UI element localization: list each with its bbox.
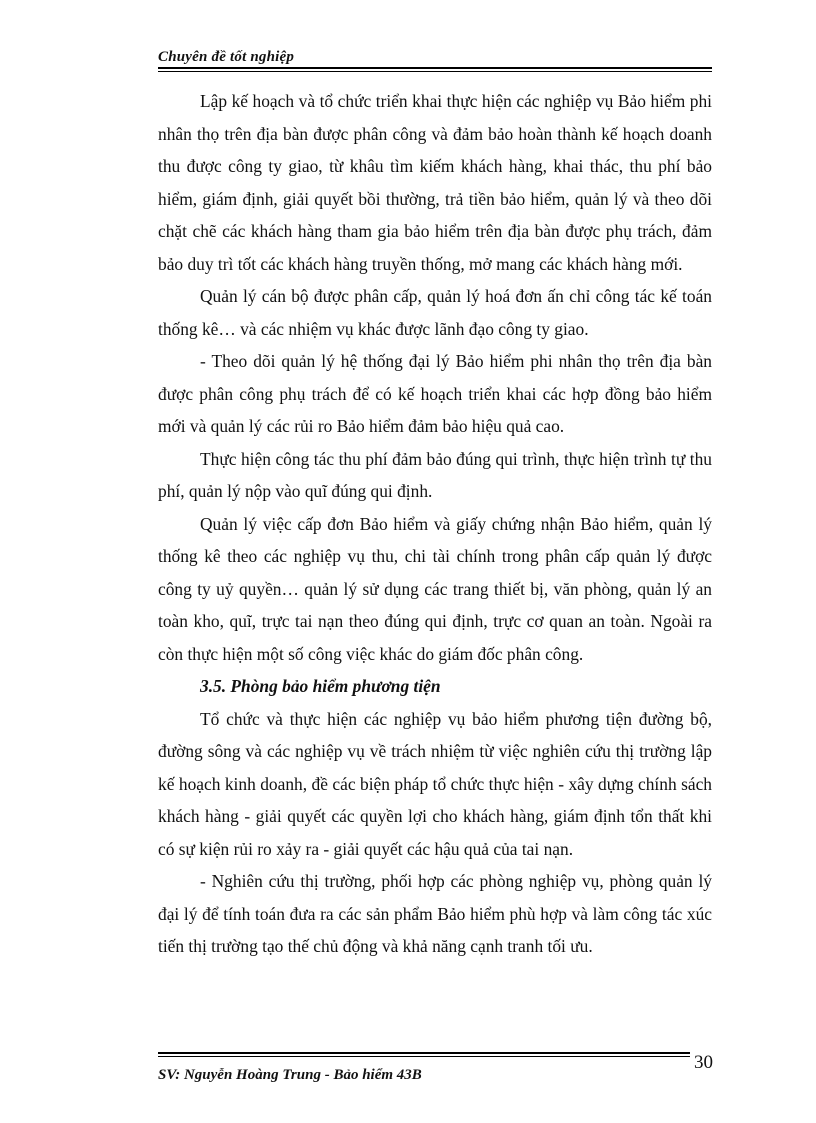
paragraph-3: - Theo dõi quản lý hệ thống đại lý Bảo hiểm phi nhân thọ trên địa bàn được phân công phụ trách để có kế hoạch triển khai các hợp đồng bảo hiểm mới và quản lý các rủi ro Bảo hiểm đảm bảo hiệu quả cao. bbox=[158, 351, 712, 436]
header-title: Chuyên đề tốt nghiệp bbox=[158, 49, 295, 65]
paragraph-5: Quản lý việc cấp đơn Bảo hiểm và giấy chứng nhận Bảo hiểm, quản lý thống kê theo các nghiệp vụ thu, chi tài chính trong phân cấp quản lý được công ty uỷ quyền… quản lý sử dụng các trang thiết bị, văn phòng, quản lý an toàn kho, quĩ, trực tai nạn theo đúng qui định, trực cơ quan an toàn. Ngoài ra còn thực hiện một số công việc khác do giám đốc phân công. bbox=[158, 513, 712, 664]
footer-author: SV: Nguyễn Hoàng Trung - Bảo hiểm 43B bbox=[158, 1067, 422, 1083]
page-number: 30 bbox=[694, 1052, 713, 1073]
paragraph-6: Tổ chức và thực hiện các nghiệp vụ bảo hiểm phương tiện đường bộ, đường sông và các nghiệp vụ về trách nhiệm từ việc nghiên cứu thị trường lập kế hoạch kinh doanh, đề các biện pháp tổ chức thực hiện - xây dựng chính sách khách hàng - giải quyết các quyền lợi cho khách hàng, giám định tổn thất khi có sự kiện rủi ro xảy ra - giải quyết các hậu quả của tai nạn. bbox=[158, 708, 712, 859]
paragraph-4: Thực hiện công tác thu phí đảm bảo đúng qui trình, thực hiện trình tự thu phí, quản lý nộp vào quĩ đúng qui định. bbox=[158, 448, 712, 501]
paragraph-7: - Nghiên cứu thị trường, phối hợp các phòng nghiệp vụ, phòng quản lý đại lý để tính toán đưa ra các sản phẩm Bảo hiểm phù hợp và làm công tác xúc tiến thị trường tạo thế chủ động và khả năng cạnh tranh tối ưu. bbox=[158, 871, 712, 956]
header-rule-thin bbox=[158, 71, 712, 72]
footer-rule bbox=[158, 1052, 690, 1054]
paragraph-1: Lập kế hoạch và tổ chức triển khai thực hiện các nghiệp vụ Bảo hiểm phi nhân thọ trên địa bàn được phân công và đảm bảo hoàn thành kế hoạch doanh thu được công ty giao, từ khâu tìm kiếm khách hàng, khai thác, thu phí bảo hiểm, giám định, giải quyết bồi thường, trả tiền bảo hiểm, quản lý và theo dõi chặt chẽ các khách hàng tham gia bảo hiểm trên địa bàn được phụ trách, đảm bảo duy trì tốt các khách hàng truyền thống, mở mang các khách hàng mới. bbox=[158, 91, 712, 274]
footer-rule-thin bbox=[158, 1056, 690, 1057]
header-rule bbox=[158, 67, 712, 69]
section-heading: 3.5. Phòng bảo hiểm phương tiện bbox=[200, 676, 441, 696]
page-content bbox=[158, 85, 712, 963]
paragraph-2: Quản lý cán bộ được phân cấp, quản lý hoá đơn ấn chỉ công tác kế toán thống kê… và các nhiệm vụ khác được lãnh đạo công ty giao. bbox=[158, 286, 712, 339]
